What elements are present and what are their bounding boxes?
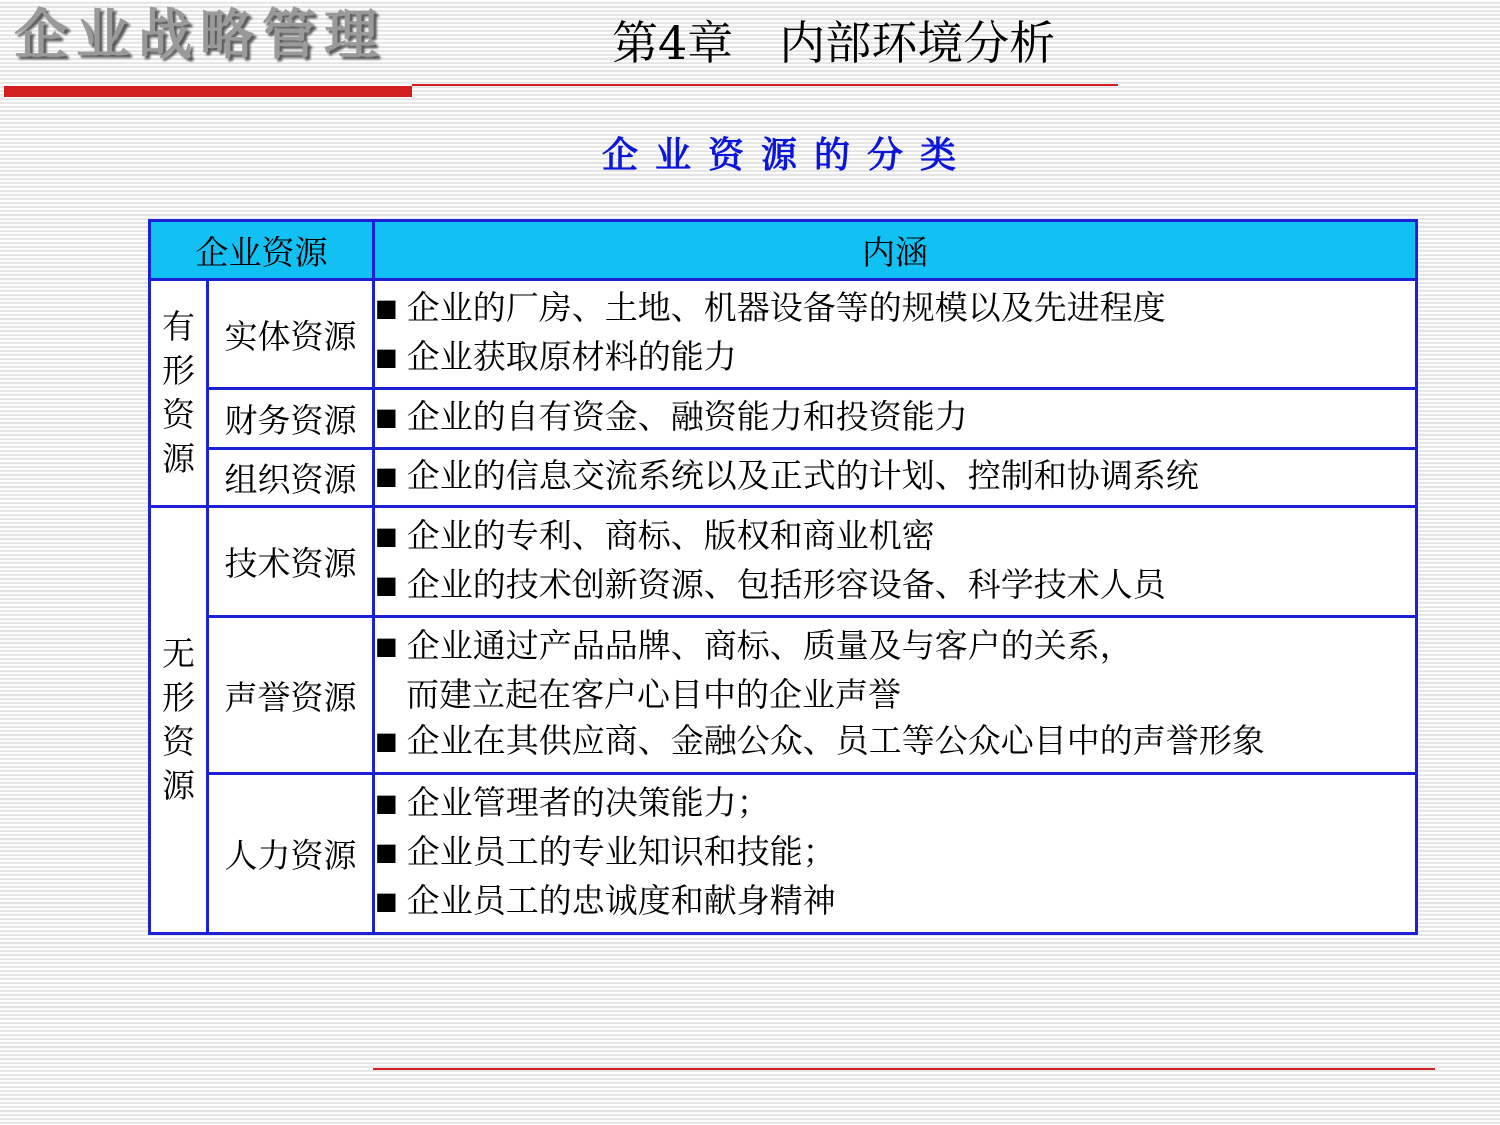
square-bullet-icon: ■ (375, 570, 398, 599)
square-bullet-icon: ■ (375, 403, 398, 431)
resource-category-cell (150, 507, 208, 934)
header-cell-meaning: 内涵 (374, 221, 1417, 280)
description-line (375, 878, 1415, 927)
square-bullet-icon: ■ (375, 887, 398, 915)
category-char: 资 (162, 395, 195, 434)
resource-description-cell (374, 280, 1417, 389)
description-text: 企业员工的专业知识和技能； (406, 832, 836, 871)
resource-description-cell (374, 617, 1417, 774)
resource-name-cell: 声誉资源 (208, 617, 374, 774)
square-bullet-icon: ■ (375, 789, 398, 817)
description-text: 企业员工的忠诚度和献身精神 (406, 881, 836, 920)
description-line (375, 513, 1415, 562)
resource-classification-table (148, 219, 1418, 935)
description-line (375, 394, 1415, 443)
resource-description-cell (374, 507, 1417, 617)
square-bullet-icon: ■ (375, 343, 398, 371)
category-char: 资 (162, 722, 195, 761)
table-row (150, 617, 1417, 774)
header-divider (412, 84, 1118, 86)
slide-subtitle: 企业资源的分类 (601, 135, 973, 176)
table-row (150, 449, 1417, 507)
description-line (375, 672, 1415, 718)
resource-name-cell: 财务资源 (208, 389, 374, 449)
description-text: 企业获取原材料的能力 (406, 337, 737, 376)
table-header-row (150, 221, 1417, 280)
course-logo: 企业战略管理 (14, 3, 386, 66)
square-bullet-icon: ■ (375, 838, 398, 866)
resource-name-cell: 人力资源 (208, 774, 374, 934)
category-char: 无 (162, 634, 195, 673)
description-text: 企业通过产品品牌、商标、质量及与客户的关系， (406, 626, 1133, 665)
description-line (375, 562, 1415, 611)
resource-category-cell (150, 280, 208, 507)
logo-underline-bar (4, 86, 412, 97)
resource-description-cell (374, 389, 1417, 449)
description-line (375, 285, 1415, 334)
description-text: 企业在其供应商、金融公众、员工等公众心目中的声誉形象 (406, 721, 1265, 760)
square-bullet-icon: ■ (375, 294, 398, 322)
category-char: 源 (162, 439, 195, 478)
category-char: 形 (162, 678, 195, 717)
description-line (375, 829, 1415, 878)
square-bullet-icon: ■ (375, 521, 398, 550)
square-bullet-icon: ■ (375, 462, 398, 490)
resource-name-cell: 组织资源 (208, 449, 374, 507)
table-row (150, 774, 1417, 934)
description-line (375, 780, 1415, 829)
footer-divider (373, 1068, 1435, 1070)
table-row (150, 389, 1417, 449)
description-text: 企业的信息交流系统以及正式的计划、控制和协调系统 (406, 456, 1199, 495)
description-text: 企业的专利、商标、版权和商业机密 (406, 515, 935, 555)
square-bullet-icon: ■ (375, 727, 398, 755)
category-char: 有 (162, 307, 195, 346)
resource-name-cell: 技术资源 (208, 507, 374, 617)
resource-description-cell (374, 449, 1417, 507)
description-text: 企业的厂房、土地、机器设备等的规模以及先进程度 (406, 288, 1166, 327)
square-bullet-icon: ■ (375, 632, 398, 660)
description-line (375, 334, 1415, 383)
category-char: 源 (162, 766, 195, 805)
description-text: 企业管理者的决策能力； (406, 783, 770, 822)
table-row (150, 507, 1417, 617)
description-text: 而建立起在客户心目中的企业声誉 (406, 675, 901, 714)
description-line (375, 623, 1415, 672)
resource-name-cell: 实体资源 (208, 280, 374, 389)
category-char: 形 (162, 351, 195, 390)
description-line (375, 718, 1415, 767)
table-row (150, 280, 1417, 389)
resource-description-cell (374, 774, 1417, 934)
description-line (375, 453, 1415, 502)
header-cell-resource: 企业资源 (150, 221, 374, 280)
chapter-title: 第4章 内部环境分析 (612, 16, 1056, 70)
table-body (150, 280, 1417, 934)
description-text: 企业的技术创新资源、包括形容设备、科学技术人员 (406, 564, 1166, 604)
description-text: 企业的自有资金、融资能力和投资能力 (406, 397, 968, 436)
